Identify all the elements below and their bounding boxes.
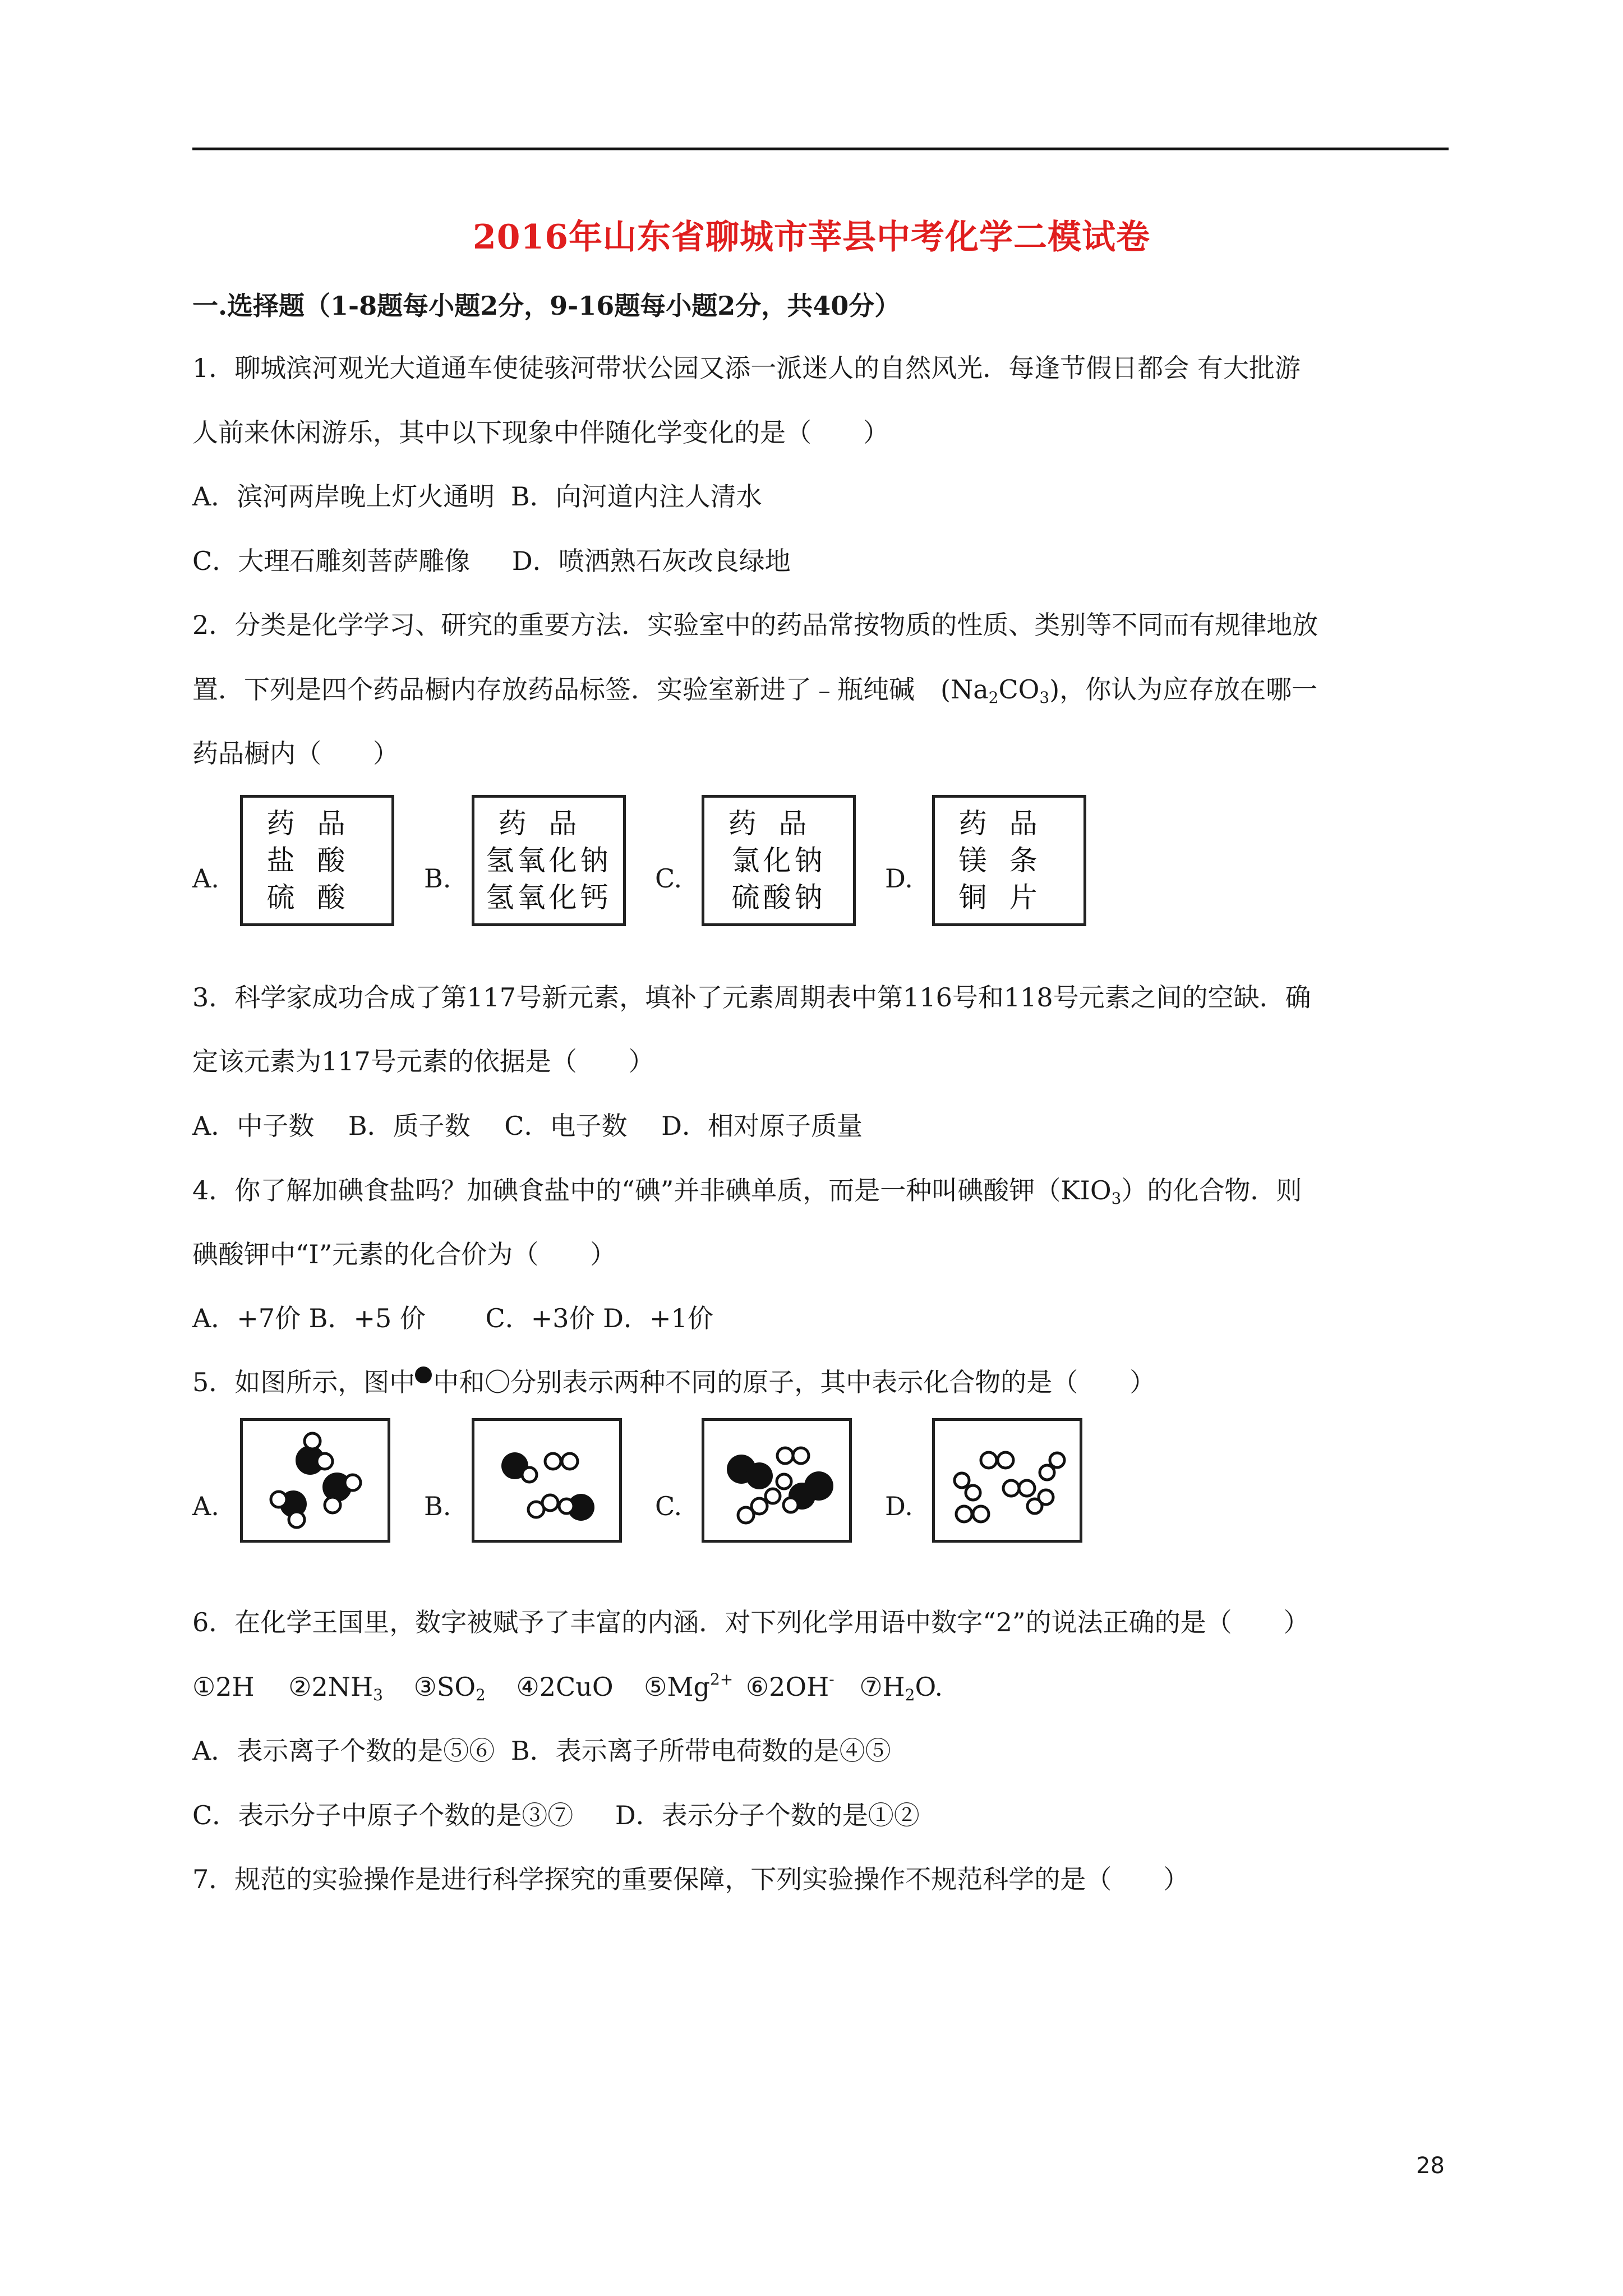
q5-molecule-diagram-d	[932, 1418, 1082, 1543]
q2-cabinet-label-c	[702, 795, 856, 926]
q5-label-b: B.	[424, 1491, 451, 1521]
q2-label-b: B.	[424, 863, 451, 894]
q6-option-c: C．表示分子中原子个数的是③⑦	[192, 1800, 574, 1830]
black-atom-icon	[415, 1366, 432, 1383]
question-6-line-1: 6．在化学王国里，数字被赋予了丰富的内涵．对下列化学用语中数字“2”的说法正确的是（ ）	[192, 1607, 1310, 1637]
cabinet-row-1: 氯化钠	[731, 844, 826, 877]
cabinet-row-2: 铜片	[958, 881, 1060, 914]
question-3-line-1: 3．科学家成功合成了第117号新元素，填补了元素周期表中第116号和118号元素之间的空缺．确	[192, 982, 1311, 1013]
question-1-line-2: 人前来休闲游乐，其中以下现象中伴随化学变化的是（ ）	[192, 417, 889, 448]
question-3-line-2: 定该元素为117号元素的依据是（ ）	[192, 1046, 654, 1076]
question-1-options-cd	[192, 544, 791, 578]
q2-cabinet-label-b	[472, 795, 626, 926]
q2-label-c: C.	[655, 863, 683, 894]
question-1-options-ab	[192, 480, 762, 513]
question-2-line-2: 置．下列是四个药品橱内存放药品标签．实验室新进了﹣瓶纯碱 $(Na_2CO_3)$，你认为应存放在哪一	[192, 674, 1318, 707]
question-1-line-1: 1．聊城滨河观光大道通车使徒骇河带状公园又添一派迷人的自然风光．每逢节假日都会 有大批游	[192, 353, 1301, 383]
question-6-options-ab	[192, 1734, 891, 1768]
question-2-line-3: 药品橱内（ ）	[192, 738, 399, 769]
question-6-options-cd	[192, 1798, 920, 1832]
q6-option-b: B．表示离子所带电荷数的是④⑤	[510, 1736, 891, 1766]
section-heading: 一.选择题（1-8题每小题2分，9-16题每小题2分，共40分）	[192, 291, 901, 321]
cabinet-head: 药品	[728, 807, 829, 840]
q1-option-d: D．喷洒熟石灰改良绿地	[511, 546, 791, 576]
question-4-line-2: 碘酸钾中“I”元素的化合价为（ ）	[192, 1239, 616, 1269]
cabinet-row-2: 氢氧化钙	[486, 881, 612, 914]
cabinet-head: 药品	[498, 807, 600, 840]
page-number: 28	[1416, 2153, 1445, 2179]
q5-molecule-diagram-a	[240, 1418, 390, 1543]
q5-label-d: D.	[885, 1491, 913, 1521]
q1-option-c: C．大理石雕刻菩萨雕像	[192, 546, 471, 576]
cabinet-row-2: 硫酸钠	[731, 881, 826, 914]
cabinet-row-2: 硫酸	[266, 881, 368, 914]
exam-title: 2016年山东省聊城市莘县中考化学二模试卷	[473, 218, 1150, 257]
q2-label-d: D.	[885, 863, 913, 894]
question-5-line-1: 5．如图所示，图中 中和〇分别表示两种不同的原子，其中表示化合物的是（ ）	[192, 1367, 1156, 1397]
cabinet-head: 药品	[266, 807, 368, 840]
cabinet-row-1: 氢氧化钠	[486, 844, 612, 877]
q5-molecule-diagram-b	[472, 1418, 622, 1543]
q6-option-d: D．表示分子个数的是①②	[615, 1800, 920, 1830]
q5-label-c: C.	[655, 1491, 683, 1521]
q1-option-a: A．滨河两岸晚上灯火通明	[192, 481, 495, 512]
question-4-options: A．+7价 B．+5 价 C．+3价 D．+1价	[192, 1303, 713, 1333]
cabinet-row-1: 盐酸	[266, 844, 368, 877]
q2-cabinet-label-d	[932, 795, 1086, 926]
q2-label-a: A.	[192, 863, 219, 894]
header-rule	[192, 148, 1449, 150]
question-4-line-1: 4．你了解加碘食盐吗？加碘食盐中的“碘”并非碘单质，而是一种叫碘酸钾$(KIO_3)$的化合物．则	[192, 1175, 1302, 1208]
question-7-line-1: 7．规范的实验操作是进行科学探究的重要保障，下列实验操作不规范科学的是（ ）	[192, 1864, 1189, 1894]
q5-molecule-diagram-c	[702, 1418, 852, 1543]
cabinet-row-1: 镁条	[958, 844, 1060, 877]
q2-cabinet-label-a	[240, 795, 394, 926]
q6-option-a: A．表示离子个数的是⑤⑥	[192, 1736, 495, 1766]
q1-option-b: B．向河道内注人清水	[510, 481, 762, 512]
question-6-formulas: ①2H $②2NH_3$ $③SO_2$ ④2CuO $⑤Mg^{2+}$ ⑥2OH- $⑦H_2O$.	[192, 1670, 943, 1704]
question-3-options: A．中子数 B．质子数 C．电子数 D．相对原子质量	[192, 1111, 863, 1141]
q5-label-a: A.	[192, 1491, 219, 1521]
question-2-line-1: 2．分类是化学学习、研究的重要方法．实验室中的药品常按物质的性质、类别等不同而有规律地放	[192, 610, 1318, 640]
cabinet-head: 药品	[958, 807, 1060, 840]
